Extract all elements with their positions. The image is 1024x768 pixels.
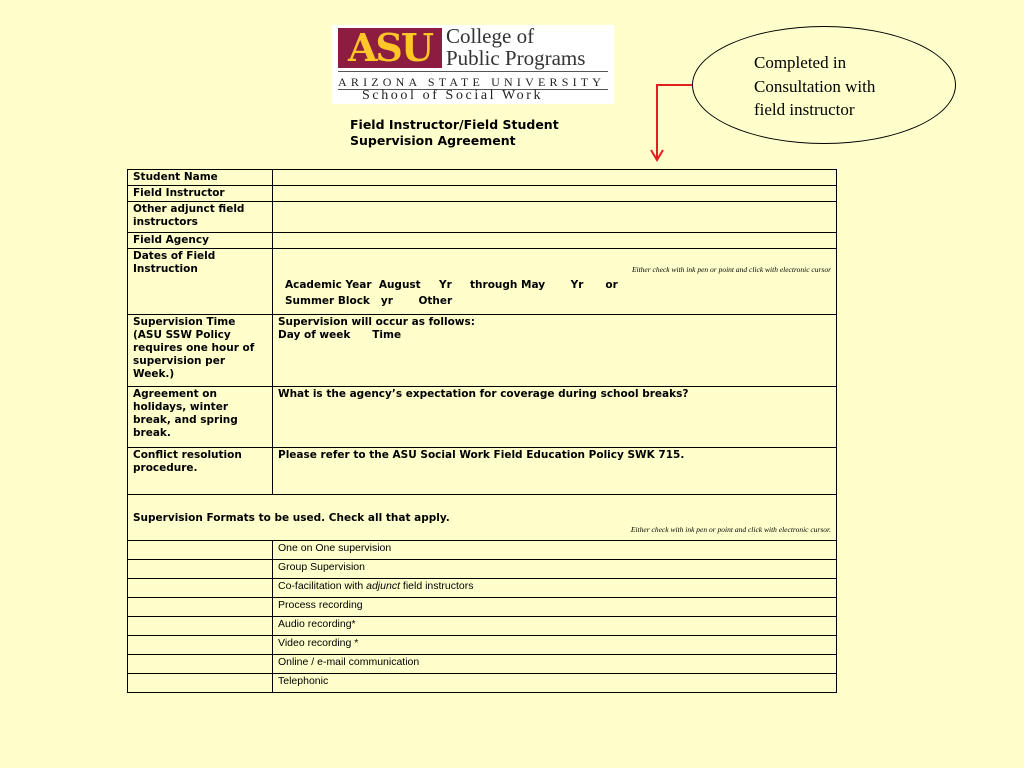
college-name — [446, 25, 612, 69]
supervision-agreement-form — [127, 169, 837, 693]
row-student-name — [128, 170, 837, 186]
format-video-recording: Video recording * — [273, 636, 837, 655]
summer-block-line[interactable]: Summer Block yr Other — [285, 295, 453, 307]
title-line-2: Supervision Agreement — [350, 133, 516, 148]
input-field-instructor[interactable] — [273, 186, 837, 202]
label-conflict: Conflict resolution procedure. — [128, 448, 273, 495]
label-field-agency: Field Agency — [128, 233, 273, 249]
label-supervision-time: Supervision Time — [133, 316, 236, 328]
format-row — [128, 655, 837, 674]
asu-logo — [332, 25, 614, 104]
school-name: School of Social Work — [362, 88, 544, 103]
format-check-cell[interactable] — [128, 636, 273, 655]
callout-line-2: Consultation with — [754, 76, 876, 96]
day-time-text: Day of week Time — [278, 329, 402, 341]
format-check-cell[interactable] — [128, 655, 273, 674]
supervision-schedule-cell[interactable] — [273, 315, 837, 387]
document-title — [350, 117, 610, 149]
label-holidays: Agreement on holidays, winter break, and spring break. — [128, 387, 273, 448]
format-check-cell[interactable] — [128, 541, 273, 560]
callout-text — [754, 51, 944, 122]
row-conflict — [128, 448, 837, 495]
conflict-text: Please refer to the ASU Social Work Field Education Policy SWK 715. — [273, 448, 837, 495]
title-line-1: Field Instructor/Field Student — [350, 117, 559, 132]
format-row — [128, 541, 837, 560]
row-other-adjunct — [128, 202, 837, 233]
format-check-cell[interactable] — [128, 598, 273, 617]
format-one-on-one: One on One supervision — [273, 541, 837, 560]
format-check-cell[interactable] — [128, 617, 273, 636]
format-row — [128, 579, 837, 598]
row-holidays — [128, 387, 837, 448]
callout-line-3: field instructor — [754, 100, 855, 119]
format-row — [128, 560, 837, 579]
input-student-name[interactable] — [273, 170, 837, 186]
callout-arrow-icon — [640, 78, 700, 164]
label-student-name: Student Name — [128, 170, 273, 186]
format-group: Group Supervision — [273, 560, 837, 579]
logo-rule-top — [338, 71, 608, 72]
format-co-facilitation — [273, 579, 837, 598]
format-check-cell[interactable] — [128, 674, 273, 693]
format-online-email: Online / e-mail communication — [273, 655, 837, 674]
input-field-agency[interactable] — [273, 233, 837, 249]
university-name: ARIZONA STATE UNIVERSITY — [338, 75, 606, 89]
row-field-agency — [128, 233, 837, 249]
college-line-2: Public Programs — [446, 46, 586, 70]
asu-logo-mark: ASU — [338, 28, 442, 68]
cofac-suffix: field instructors — [399, 580, 474, 592]
format-process-recording: Process recording — [273, 598, 837, 617]
formats-header-cell — [128, 495, 837, 541]
format-telephonic: Telephonic — [273, 674, 837, 693]
cofac-italic: adjunct — [366, 580, 400, 592]
format-row — [128, 636, 837, 655]
format-row — [128, 617, 837, 636]
format-check-cell[interactable] — [128, 579, 273, 598]
dates-note: Either check with ink pen or point and click with electronic cursor — [631, 265, 831, 274]
supervision-occur-text: Supervision will occur as follows: — [278, 316, 475, 328]
row-supervision-time — [128, 315, 837, 387]
holiday-question[interactable]: What is the agency’s expectation for coverage during school breaks? — [273, 387, 837, 448]
cofac-prefix: Co-facilitation with — [278, 580, 367, 592]
supervision-policy-note: (ASU SSW Policy requires one hour of supervision per Week.) — [133, 329, 255, 380]
row-dates — [128, 249, 837, 315]
academic-year-line[interactable]: Academic Year August Yr through May Yr or — [285, 279, 618, 291]
label-dates: Dates of Field Instruction — [128, 249, 273, 315]
row-formats-header — [128, 495, 837, 541]
dates-cell[interactable] — [273, 249, 837, 315]
college-line-1: College of — [446, 25, 535, 48]
callout-line-1: Completed in — [754, 53, 847, 72]
label-other-adjunct: Other adjunct field instructors — [128, 202, 273, 233]
format-row — [128, 598, 837, 617]
row-field-instructor — [128, 186, 837, 202]
format-audio-recording: Audio recording* — [273, 617, 837, 636]
label-field-instructor: Field Instructor — [128, 186, 273, 202]
formats-header: Supervision Formats to be used. Check all that apply. — [133, 512, 450, 524]
supervision-time-cell — [128, 315, 273, 387]
input-other-adjunct[interactable] — [273, 202, 837, 233]
format-check-cell[interactable] — [128, 560, 273, 579]
formats-note: Either check with ink pen or point and click with electronic cursor. — [630, 525, 831, 534]
format-row — [128, 674, 837, 693]
